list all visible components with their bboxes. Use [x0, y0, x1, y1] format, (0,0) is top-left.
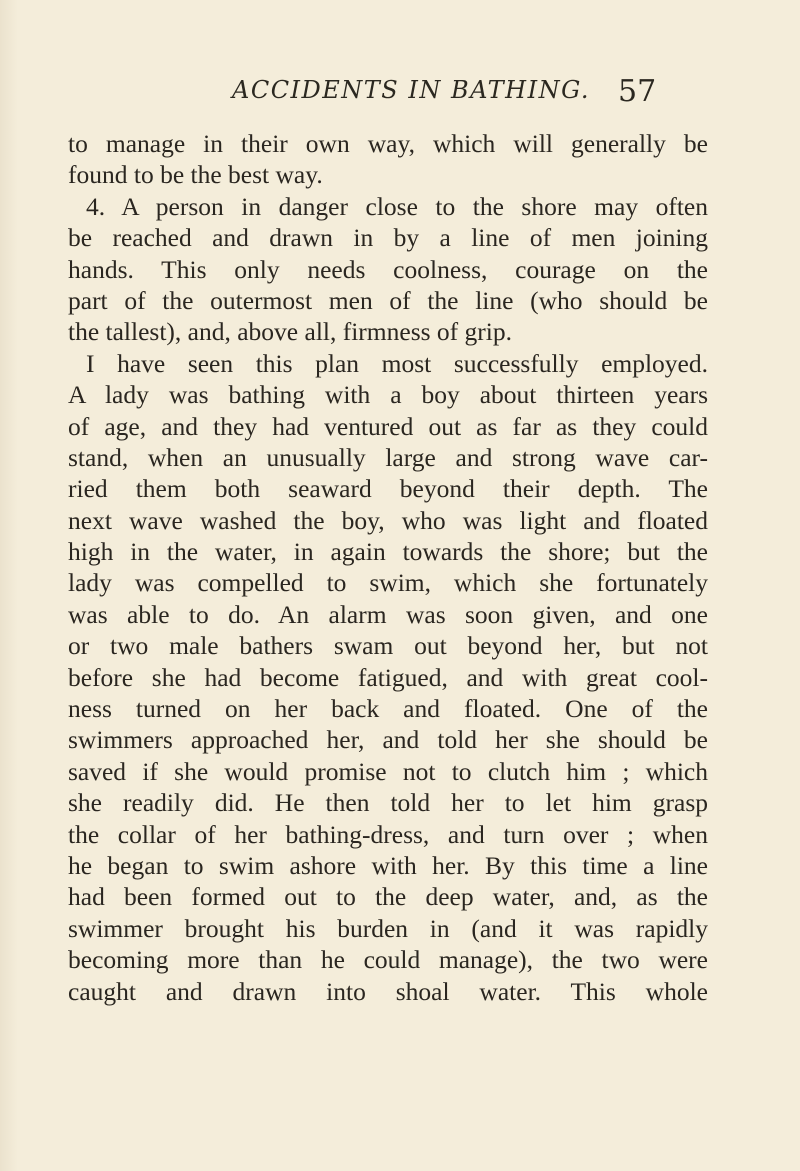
text-line: was able to do. An alarm was soon given, and one	[68, 599, 708, 629]
text-line: the collar of her bathing-dress, and turn over ; when	[68, 819, 708, 849]
text-line: or two male bathers swam out beyond her, but not	[68, 631, 708, 661]
text-line: A lady was bathing with a boy about thirteen years	[68, 380, 708, 410]
text-line: she readily did. He then told her to let him grasp	[68, 788, 708, 818]
text-line: found to be the best way.	[68, 160, 323, 190]
text-line: lady was compelled to swim, which she fortunately	[68, 568, 708, 598]
text-line: ness turned on her back and floated. One of the	[68, 694, 708, 724]
text-line: to manage in their own way, which will generally be	[68, 129, 708, 158]
text-line: becoming more than he could manage), the two were	[68, 945, 708, 975]
text-line: next wave washed the boy, who was light and floated	[68, 505, 708, 535]
text-line: high in the water, in again towards the shore; but the	[68, 537, 708, 567]
page-header	[0, 76, 800, 112]
text-line: 4. A person in danger close to the shore may often	[86, 191, 708, 221]
text-line: before she had become fatigued, and with great cool-	[68, 662, 708, 692]
page-number: 57	[618, 74, 657, 109]
text-line: be reached and drawn in by a line of men joining	[68, 223, 708, 253]
text-line: the tallest), and, above all, firmness of grip.	[68, 317, 512, 347]
text-line: swimmers approached her, and told her she should be	[68, 725, 708, 755]
text-line: he began to swim ashore with her. By this time a line	[68, 850, 708, 880]
text-line: hands. This only needs coolness, courage on the	[68, 254, 708, 284]
text-line: swimmer brought his burden in (and it was rapidly	[68, 913, 708, 943]
running-head: ACCIDENTS IN BATHING.	[232, 76, 591, 104]
text-line: caught and drawn into shoal water. This whole	[68, 976, 708, 1006]
text-line: of age, and they had ventured out as far as they could	[68, 411, 708, 441]
text-line: part of the outermost men of the line (who should be	[68, 285, 708, 315]
body-text	[68, 128, 708, 1007]
text-line: ried them both seaward beyond their depth. The	[68, 474, 708, 504]
text-line: stand, when an unusually large and strong wave car-	[68, 442, 708, 472]
text-line: had been formed out to the deep water, and, as the	[68, 882, 708, 912]
text-line: I have seen this plan most successfully employed.	[86, 348, 708, 378]
text-line: saved if she would promise not to clutch him ; which	[68, 756, 708, 786]
